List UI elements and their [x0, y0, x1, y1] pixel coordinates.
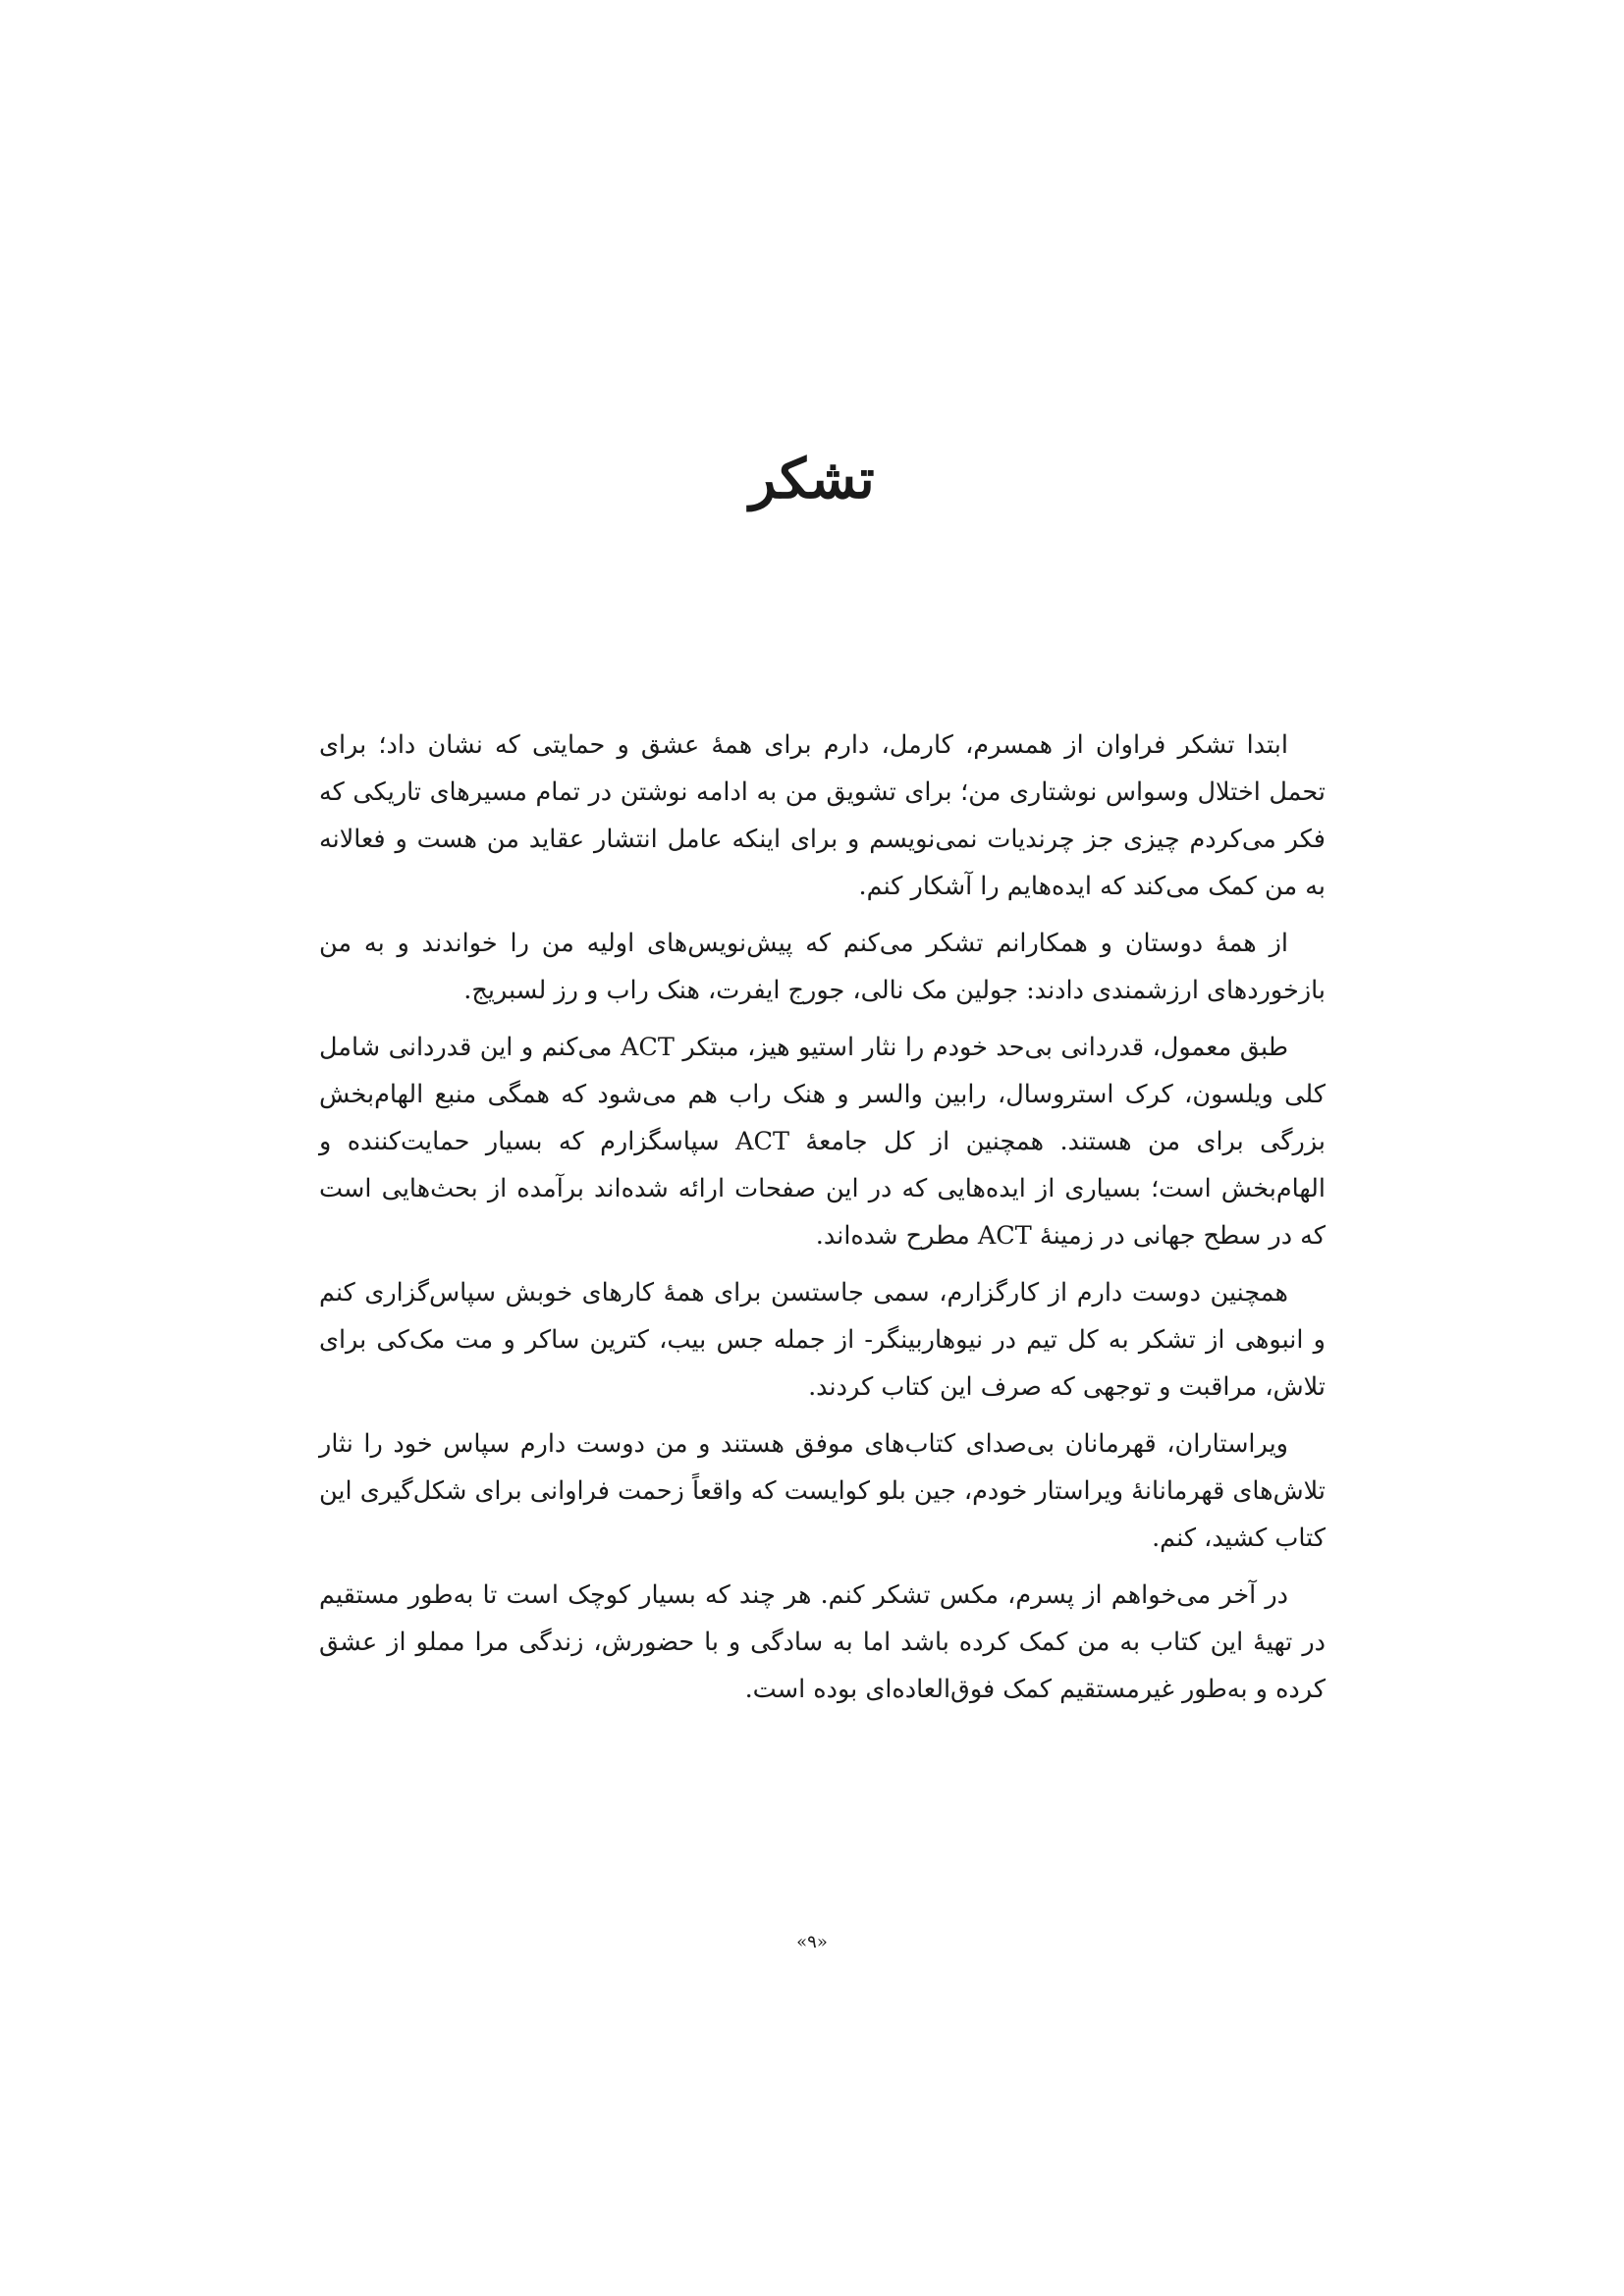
paragraph-5: ویراستاران، قهرمانان بی‌صدای کتاب‌های موفق هستند و من دوست دارم سپاس خود را نثار تلاش‌های قهرمانانهٔ ویراستار خودم، جین بلو کوایست که واقعاً زحمت فراوانی برای شکل‌گیری این کتاب کشید، کنم. [319, 1429, 1326, 1553]
paragraph-3: طبق معمول، قدردانی بی‌حد خودم را نثار استیو هیز، مبتکر ACT می‌کنم و این قدردانی شامل کلی ویلسون، کرک استروسال، رابین والسر و هنک راب هم می‌شود که همگی منبع الهام‌بخش بزرگی برای من هستند. همچنین از کل جامعهٔ ACT سپاسگزارم که بسیار حمایت‌کننده و الهام‌بخش است؛ بسیاری از ایده‌هایی که در این صفحات ارائه شده‌اند برآمده از بحث‌هایی است که در سطح جهانی در زمینهٔ ACT مطرح شده‌اند. [319, 1033, 1326, 1251]
page-title: تشکر [749, 447, 875, 511]
paragraph-6: در آخر می‌خواهم از پسرم، مکس تشکر کنم. هر چند که بسیار کوچک است تا به‌طور مستقیم در تهیهٔ این کتاب به من کمک کرده باشد اما به سادگی و با حضورش، زندگی مرا مملو از عشق کرده و به‌طور غیرمستقیم کمک فوق‌العاده‌ای بوده است. [319, 1580, 1326, 1704]
paragraph-2: از همهٔ دوستان و همکارانم تشکر می‌کنم که پیش‌نویس‌های اولیه من را خواندند و به من بازخوردهای ارزشمندی دادند: جولین مک نالی، جورج ایفرت، هنک راب و رز لسبریج. [319, 929, 1326, 1005]
body-text [319, 721, 1326, 1723]
page-number: «۹» [796, 1932, 828, 1952]
paragraph-1: ابتدا تشکر فراوان از همسرم، کارمل، دارم برای همهٔ عشق و حمایتی که نشان داد؛ برای تحمل اختلال وسواس نوشتاری من؛ برای تشویق من به ادامه نوشتن در تمام مسیرهای تاریکی که فکر می‌کردم چیزی جز چرندیات نمی‌نویسم و برای اینکه عامل انتشار عقاید من هست و فعالانه به من کمک می‌کند که ایده‌هایم را آشکار کنم. [319, 730, 1326, 901]
paragraph-4: همچنین دوست دارم از کارگزارم، سمی جاستسن برای همهٔ کارهای خوبش سپاس‌گزاری کنم و انبوهی از تشکر به کل تیم در نیوهاربینگر- از جمله جس بیب، کترین ساکر و مت مک‌کی برای تلاش، مراقبت و توجهی که صرف این کتاب کردند. [319, 1278, 1326, 1402]
